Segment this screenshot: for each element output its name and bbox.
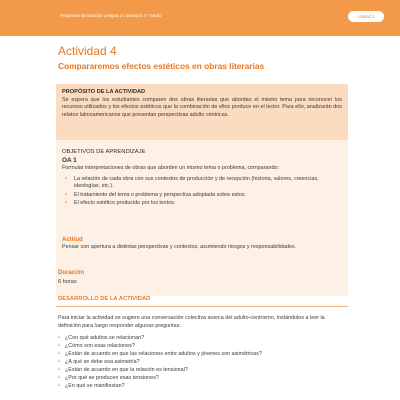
purpose-text: Se espera que los estudiantes comparen dos obras literarias que abordan el mismo tema para reconocer los recursos utilizados y los efectos estéticos que la combinación de ellos produce en el lector. Para ello, analizarán dos relatos latinoamericanos que presentan perspectivas adulto céntricas. [62,97,342,118]
question-item: • ¿Por qué se producen esas tensiones? [58,374,348,382]
question-item: • ¿A qué se debe esa asimetría? [58,358,348,366]
question-item: • ¿Con qué adultos se relacionan? [58,334,348,342]
development-intro: Para iniciar la actividad se sugiere una conversación colectiva acerca del adulto-centrismo, instándolos a leer la definición para luego responder algunas preguntas: [58,315,325,329]
objective-text: Formular interpretaciones de obras que aborden un mismo tema o problema, comparando: [62,165,279,171]
divider [56,306,348,307]
purpose-title: PROPÓSITO DE LA ACTIVIDAD [62,89,146,95]
activity-title: Actividad 4 [58,44,117,58]
objective-bullet: • El tratamiento del tema o problema y perspectiva adoptada sobre estos. [62,192,344,200]
question-list [58,334,348,390]
objective-bullet: • La relación de cada obra con sus contextos de producción y de recepción (historia, valores, creencias, ideologías, etc.). [62,176,344,191]
duration-title: Duración [58,270,85,276]
header-bar [0,0,400,36]
objective-bullets [62,176,344,208]
attitude-section [62,236,344,252]
objective-code: OA 1 [62,157,77,164]
objective-bullet: • El efecto estético producido por los textos. [62,200,344,208]
question-item: • ¿En qué se manifiestan? [58,382,348,390]
development-title: DESARROLLO DE LA ACTIVIDAD [58,296,151,302]
attitude-title: Actitud [62,237,83,243]
question-item: • ¿Están de acuerdo en que las relaciones entre adultos y jóvenes son asimétricas? [58,350,348,358]
purpose-box [56,84,348,140]
unit-badge: Unidad 1 [348,11,384,22]
objectives-section [62,148,344,209]
activity-subtitle: Compararemos efectos estéticos en obras literarias [58,61,265,71]
objectives-title: OBJETIVOS DE APRENDIZAJE [62,149,146,155]
question-item: • ¿Cómo son esas relaciones? [58,342,348,350]
duration-value: 6 horas [58,279,77,285]
program-title: Programa de Estudio Lengua y Literatura 4° medio [60,13,162,18]
question-item: • ¿Están de acuerdo en que la relación es tensional? [58,366,348,374]
activity-panel [56,84,348,296]
attitude-text: Pensar con apertura a distintas perspectivas y contextos, asumiendo riesgos y responsabilidades. [62,244,297,250]
